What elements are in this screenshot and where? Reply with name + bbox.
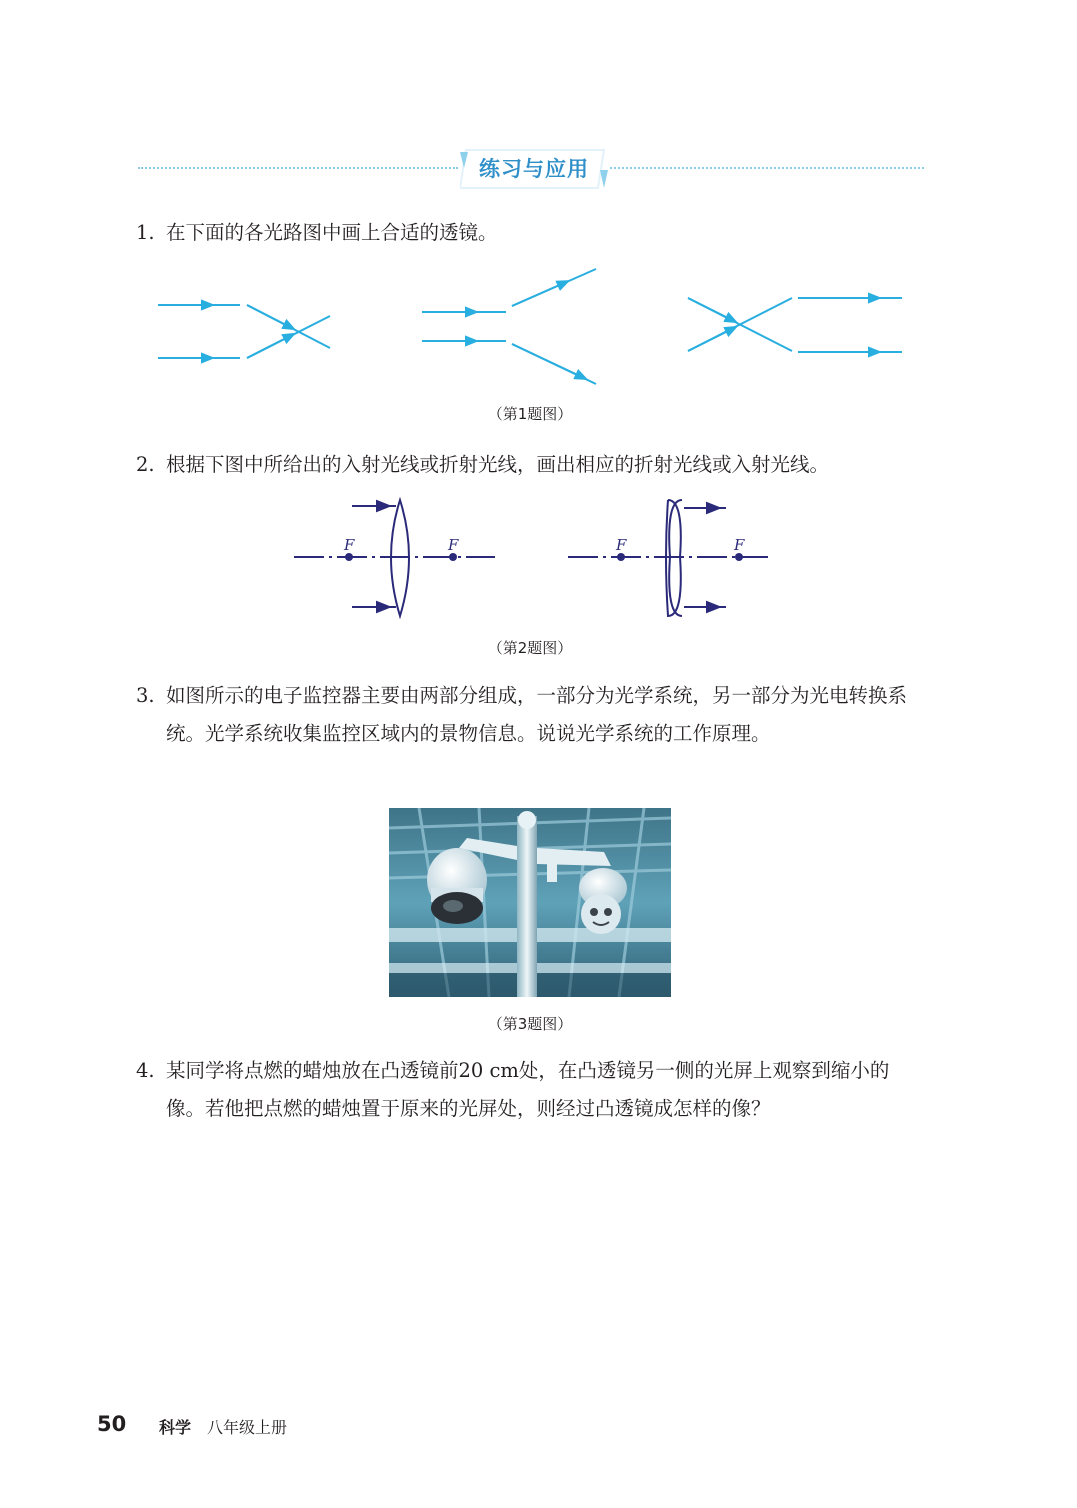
focus-label: F (448, 536, 459, 554)
focus-label: F (616, 536, 627, 554)
question-number: 3. (136, 684, 155, 707)
question-number: 2. (136, 453, 155, 476)
focus-point (449, 553, 457, 561)
figure-1-caption: （第1题图） (487, 405, 573, 423)
question-number: 4. (136, 1059, 155, 1082)
book-subject: 科学 (159, 1418, 192, 1437)
figure-2-caption: （第2题图） (487, 639, 573, 657)
question-text: 某同学将点燃的蜡烛放在凸透镜前20 cm处，在凸透镜另一侧的光屏上观察到缩小的像。若他把点燃的蜡烛置于原来的光屏处，则经过凸透镜成怎样的像？ (166, 1059, 890, 1120)
question-1 (136, 214, 922, 252)
surveillance-camera-photo (389, 808, 671, 997)
question-2 (136, 446, 922, 484)
section-divider-right (610, 167, 924, 169)
book-grade: 八年级上册 (207, 1418, 288, 1437)
question-3 (136, 677, 922, 753)
page-number: 50 (97, 1412, 127, 1436)
question-4 (136, 1052, 922, 1128)
question-text: 根据下图中所给出的入射光线或折射光线，画出相应的折射光线或入射光线。 (166, 453, 830, 476)
figure-3-caption: （第3题图） (487, 1015, 573, 1033)
section-badge (460, 148, 608, 190)
figure-2-lens-diagrams (290, 494, 780, 622)
focus-label: F (344, 536, 355, 554)
question-text: 在下面的各光路图中画上合适的透镜。 (166, 221, 498, 244)
question-text: 如图所示的电子监控器主要由两部分组成，一部分为光学系统，另一部分为光电转换系统。光学系统收集监控区域内的景物信息。说说光学系统的工作原理。 (166, 684, 908, 745)
focus-point (735, 553, 743, 561)
focus-label: F (734, 536, 745, 554)
question-number: 1. (136, 221, 155, 244)
figure-1-light-paths (150, 262, 910, 392)
section-title: 练习与应用 (479, 157, 589, 181)
focus-point (617, 553, 625, 561)
section-divider-left (138, 167, 458, 169)
focus-point (345, 553, 353, 561)
